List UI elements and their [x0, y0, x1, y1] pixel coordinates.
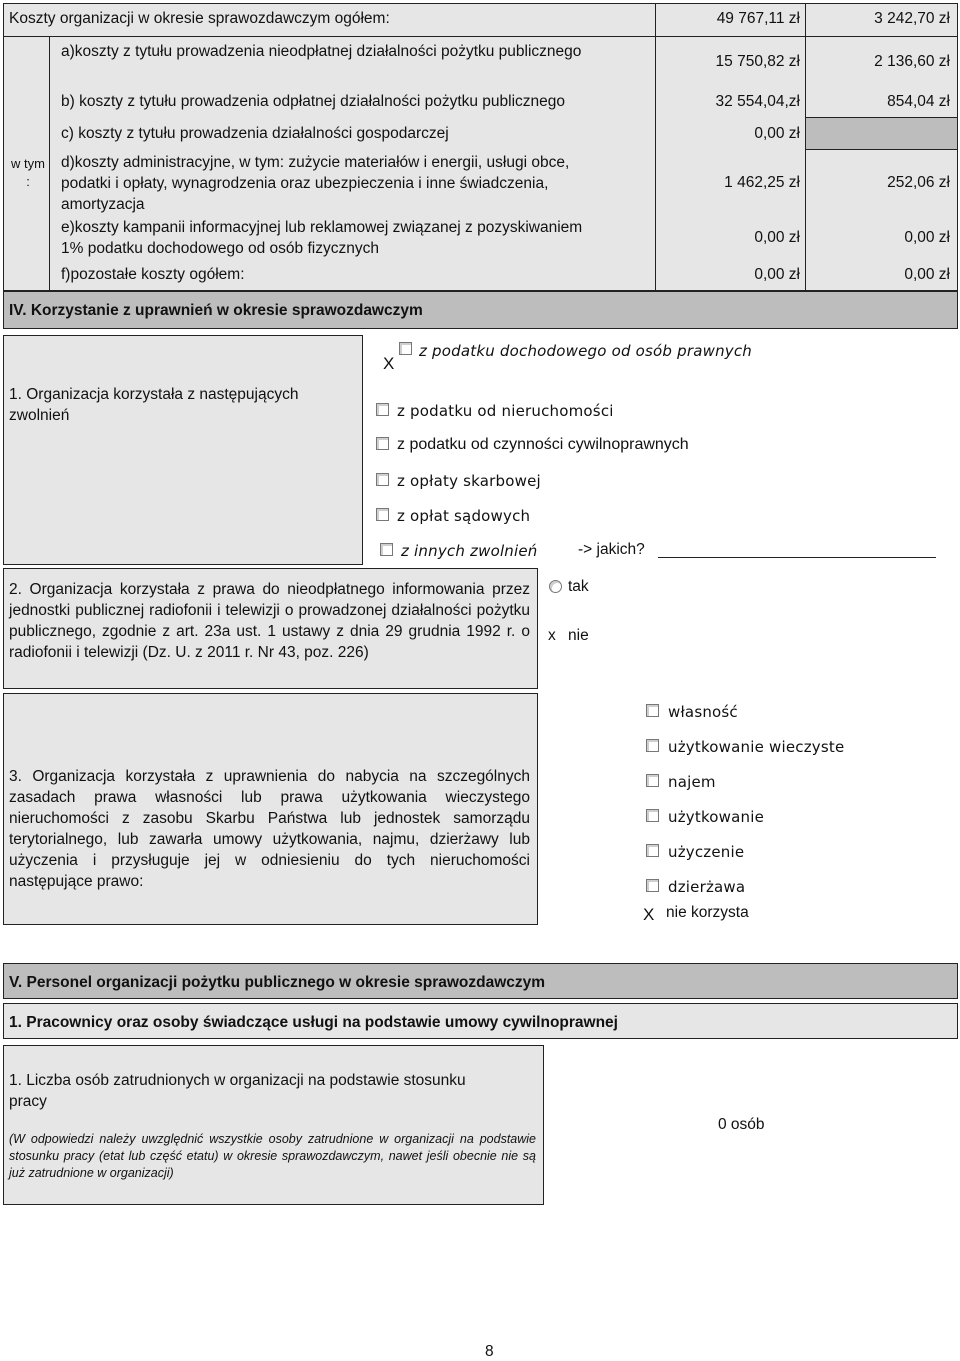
q2-option-yes: tak	[568, 578, 589, 595]
cost-row-a-value-2: 2 136,60 zł	[874, 53, 950, 70]
cost-row-d-value-1: 1 462,25 zł	[724, 174, 800, 191]
q3-label-box	[3, 693, 538, 925]
q2-selected-mark: x	[548, 627, 556, 644]
total-costs-value-1: 49 767,11 zł	[716, 10, 800, 27]
q3-checkbox-5[interactable]	[646, 844, 659, 857]
page-number: 8	[485, 1343, 494, 1360]
q1-selected-mark: X	[383, 354, 395, 373]
section-v-subheader	[3, 1003, 958, 1039]
q3-checkbox-4[interactable]	[646, 809, 659, 822]
q3-selected-mark: X	[643, 905, 655, 924]
q1-checkbox-4[interactable]	[376, 473, 389, 486]
employees-count: 0 osób	[718, 1116, 765, 1133]
q3-none-label: nie korzysta	[666, 904, 749, 921]
section-v-header	[3, 963, 958, 999]
q2-option-no: nie	[568, 627, 589, 644]
total-costs-value-2: 3 242,70 zł	[874, 10, 950, 27]
q1-option-5: z opłat sądowych	[397, 507, 531, 525]
q2-radio-yes[interactable]	[549, 580, 562, 593]
q3-option-4: użytkowanie	[668, 808, 765, 826]
cost-row-b-label: b) koszty z tytułu prowadzenia odpłatnej działalności pożytku publicznego	[61, 93, 566, 110]
cost-row-a-value-1: 15 750,82 zł	[715, 53, 800, 70]
cost-row-a-label: a)koszty z tytułu prowadzenia nieodpłatnej działalności pożytku publicznego	[61, 43, 582, 60]
q3-option-3: najem	[668, 773, 716, 791]
q2-label-box	[3, 568, 538, 689]
q2-label: 2. Organizacja korzystała z prawa do nieodpłatnego informowania przez jednostki publicznej radiofonii i telewizji o prowadzonej działalności pożytku publicznego, zgodnie z art. 23a ust. 1 ustawy z dnia 29 grudnia 1992 r. o radiofonii i telewizji (Dz. U. z 2011 r. Nr 43, poz. 226)	[9, 581, 530, 661]
q1-option-6: z innych zwolnień	[401, 542, 538, 560]
q1-which-label: -> jakich?	[578, 541, 645, 558]
cost-row-e-value-1: 0,00 zł	[754, 229, 800, 246]
cost-row-b-value-2: 854,04 zł	[887, 93, 950, 110]
q1-checkbox-2[interactable]	[376, 403, 389, 416]
section-v-title: V. Personel organizacji pożytku publicznego w okresie sprawozdawczym	[9, 974, 546, 991]
q3-checkbox-6[interactable]	[646, 879, 659, 892]
q3-checkbox-1[interactable]	[646, 704, 659, 717]
cost-row-c-label: c) koszty z tytułu prowadzenia działalności gospodarczej	[61, 125, 449, 142]
cost-row-f-value-2: 0,00 zł	[904, 266, 950, 283]
q1-which-input[interactable]	[658, 557, 936, 558]
section-iv-header	[3, 291, 958, 329]
q3-option-1: własność	[668, 703, 738, 721]
cost-row-f-label: f)pozostałe koszty ogółem:	[61, 266, 245, 283]
q1-checkbox-3[interactable]	[376, 437, 389, 450]
total-costs-label: Koszty organizacji w okresie sprawozdawczym ogółem:	[9, 10, 390, 27]
cost-row-d-label: d)koszty administracyjne, w tym: zużycie materiałów i energii, usługi obce, podatki i opłaty, wynagrodzenia oraz ubezpieczenia i inne świadczenia, amortyzacja	[61, 154, 570, 213]
q3-checkbox-2[interactable]	[646, 739, 659, 752]
w-tym-label: w tym :	[11, 156, 45, 189]
q1-label-box	[3, 335, 363, 565]
q1-checkbox-5[interactable]	[376, 508, 389, 521]
employees-label: 1. Liczba osób zatrudnionych w organizacji na podstawie stosunku pracy	[9, 1072, 466, 1110]
q1-option-2: z podatku od nieruchomości	[397, 402, 614, 420]
q1-checkbox-6[interactable]	[380, 543, 393, 556]
q1-label: 1. Organizacja korzystała z następujących zwolnień	[9, 386, 299, 424]
q3-checkbox-3[interactable]	[646, 774, 659, 787]
cost-row-e-label: e)koszty kampanii informacyjnej lub reklamowej związanej z pozyskiwaniem 1% podatku dochodowego od osób fizycznych	[61, 219, 583, 257]
q1-checkbox-1[interactable]	[399, 342, 412, 355]
q3-option-2: użytkowanie wieczyste	[668, 738, 845, 756]
cost-row-e-value-2: 0,00 zł	[904, 229, 950, 246]
section-iv-title: IV. Korzystanie z uprawnień w okresie sprawozdawczym	[9, 302, 423, 319]
q3-option-5: użyczenie	[668, 843, 745, 861]
q1-option-3: z podatku od czynności cywilnoprawnych	[397, 436, 689, 453]
cost-row-c-value-1: 0,00 zł	[754, 125, 800, 142]
q3-label: 3. Organizacja korzystała z uprawnienia do nabycia na szczególnych zasadach prawa własności lub prawa użytkowania wieczystego nieruchomości z zasobu Skarbu Państwa lub jednostek samorządu terytorialnego, lub zawarła umowy użytkowania, najmu, dzierżawy lub użyczenia i przysługuje jej w odniesieniu do tych nieruchomości następujące prawo:	[9, 768, 530, 890]
cost-row-d-value-2: 252,06 zł	[887, 174, 950, 191]
q3-option-6: dzierżawa	[668, 878, 746, 896]
employees-label-box	[3, 1045, 544, 1205]
q1-option-4: z opłaty skarbowej	[397, 472, 541, 490]
cost-row-b-value-1: 32 554,04,zł	[715, 93, 800, 110]
empty-cell	[806, 117, 957, 149]
q1-option-1: z podatku dochodowego od osób prawnych	[419, 342, 753, 360]
section-v-subtitle: 1. Pracownicy oraz osoby świadczące usługi na podstawie umowy cywilnoprawnej	[9, 1014, 618, 1031]
cost-row-f-value-1: 0,00 zł	[754, 266, 800, 283]
employees-note: (W odpowiedzi należy uwzględnić wszystkie osoby zatrudnione w organizacji na podstawie stosunku pracy (etat lub część etatu) w okresie sprawozdawczym, nawet jeśli obecnie nie są już zatrudnione w organizacji)	[9, 1132, 536, 1180]
